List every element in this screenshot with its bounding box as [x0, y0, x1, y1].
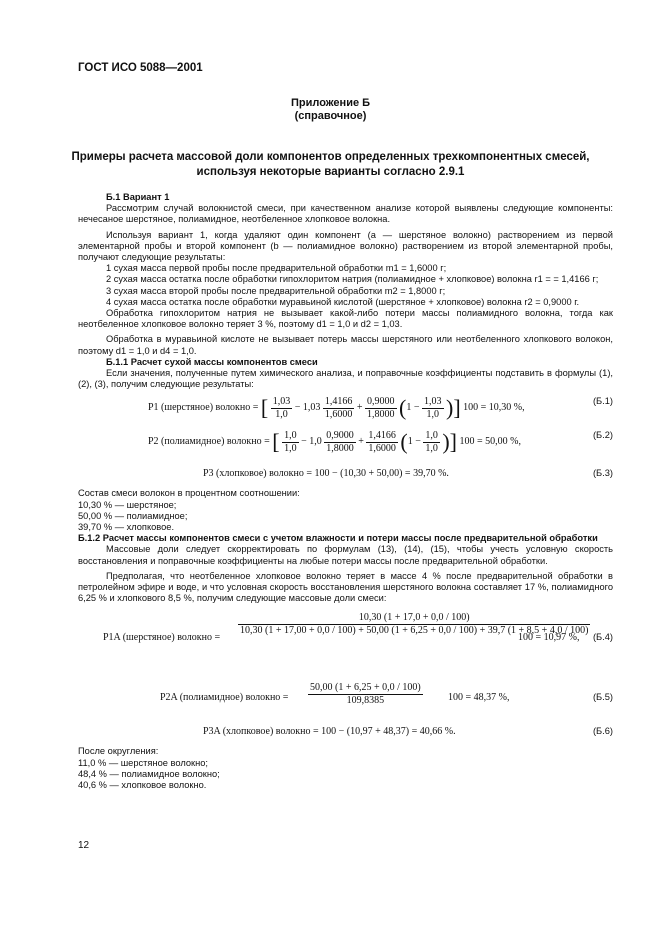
- composition-intro: Состав смеси волокон в процентном соотношении:: [78, 488, 300, 499]
- paragraph-5: Если значения, полученные путем химического анализа, и поправочные коэффициенты подставить в формулы (1), (2), (3), получим следующие результаты:: [78, 368, 613, 390]
- f1-plus: +: [356, 402, 363, 414]
- composition-item: 39,70 % — хлопковое.: [78, 522, 175, 533]
- rounding-item: 48,4 % — полиамидное волокно;: [78, 768, 220, 779]
- formula-b3: [78, 464, 613, 488]
- result-item-3: 3 сухая масса второй пробы после предварительной обработки m2 = 1,8000 г;: [106, 285, 446, 296]
- f1-d: 1,6000: [324, 408, 353, 420]
- f1-e: 0,9000: [367, 396, 395, 408]
- f1-a: 1,03: [272, 396, 291, 408]
- appendix-title: Приложение Б: [290, 97, 371, 109]
- appendix-heading: [0, 150, 661, 180]
- formula-b4-number: (Б.4): [592, 632, 613, 643]
- f1-f: 1,8000: [367, 408, 395, 420]
- f5-den: 109,8385: [346, 694, 385, 706]
- paragraph-4: Обработка в муравьиной кислоте не вызывает потерь массы шерстяного или неотбеленного хлопкового волокон, поэтому d1 = 1,0 и d4 = 1,0.: [78, 334, 613, 356]
- formula-b1-lhs: P1 (шерстяное) волокно =: [148, 402, 259, 414]
- paragraph-2: Используя вариант 1, когда удаляют один компонент (a — шерстяное волокно) растворением из первой элементарной пробы и второй компонент (b — полиамидное волокно) растворением из второй элементарной пробы, получают следующие результаты:: [78, 229, 613, 263]
- formula-b1-result: 100 = 10,30 %,: [463, 402, 525, 414]
- composition-item: 10,30 % — шерстяное;: [78, 499, 177, 510]
- formula-b5-frac: $\frac{50,00 (1 + 6,25 + 0,0 / 100)}{109,8385}$: [310, 682, 421, 706]
- formula-b4-lhs: P1A (шерстяное) волокно =: [103, 632, 221, 644]
- heading-line-1: Примеры расчета массовой доли компонентов определенных трехкомпонентных смесей,: [71, 151, 590, 163]
- result-item-4: 4 сухая масса остатка после обработки муравьиной кислотой (шерстяное + хлопковое) волокна r2 = 0,9000 г.: [106, 296, 580, 307]
- formula-b2-body: P2 (полиамидное) волокно = [ $\frac{1,0}{1,0}$ − 1,0 $\frac{0,9000}{1,8000}$ + $\frac{1,4166}{1,6000}$ (1 − $\frac{1,0}{1,0}$ )] 100 = 50,00 %,: [148, 429, 521, 455]
- paragraph-3: Обработка гипохлоритом натрия не вызывает какой-либо потери массы полиамидного волокна, тогда как неотбеленное хлопковое волокно теряет 3 %, поэтому d1 = 1,0 и d2 = 1,03.: [78, 308, 613, 330]
- composition-item: 50,00 % — полиамидное;: [78, 510, 188, 521]
- formula-b4-frac: 10,30 (1 + 17,0 + 0,0 / 100) 10,30 (1 + 17,00 + 0,0 / 100) + 50,00 (1 + 6,25 + 0,0 / 100) + 39,7 (1 + 8,5 + 4,0 / 100): [240, 612, 589, 636]
- formula-b1-number: (Б.1): [592, 396, 613, 407]
- f1-h: 1,0: [426, 408, 439, 420]
- section-b1-heading: Б.1 Вариант 1: [106, 192, 170, 202]
- formula-b5: [78, 682, 613, 722]
- heading-line-2: используя некоторые варианты согласно 2.9.1: [196, 166, 465, 178]
- page-number: 12: [78, 840, 90, 851]
- formula-b5-lhs: P2A (полиамидное) волокно =: [160, 692, 289, 704]
- appendix-label: [0, 97, 661, 123]
- formula-b6-number: (Б.6): [592, 726, 613, 737]
- paragraph-1: Рассмотрим случай волокнистой смеси, при качественном анализе которой выявлены следующие компоненты: нечесаное шерстяное, полиамидное, неотбеленное хлопковое волокна.: [78, 203, 613, 225]
- formula-b5-number: (Б.5): [592, 692, 613, 703]
- rounding-intro: После округления:: [78, 746, 159, 757]
- formula-b2: [78, 430, 613, 464]
- section-b11-heading: Б.1.1 Расчет сухой массы компонентов смеси: [106, 356, 318, 367]
- formula-b2-number: (Б.2): [592, 430, 613, 441]
- rounding-item: 40,6 % — хлопковое волокно.: [78, 780, 207, 791]
- formula-b3-text: P3 (хлопковое) волокно = 100 − (10,30 + 50,00) = 39,70 %.: [203, 468, 449, 480]
- formula-b6-text: P3A (хлопковое) волокно = 100 − (10,97 + 48,37) = 40,66 %.: [203, 726, 456, 738]
- formula-b4-result: 100 = 10,97 %,: [518, 632, 580, 644]
- f1-mid: − 1,03: [294, 402, 321, 414]
- formula-b1-body: P1 (шерстяное) волокно = [ $\frac{1,03}{1,0}$ − 1,03 $\frac{1,4166}{1,6000}$ + $\frac{0,9000}{1,8000}$ (1 − $\frac{1,03}{1,0}$ )] 100 = 10,30 %,: [148, 395, 525, 421]
- formula-b3-number: (Б.3): [592, 468, 613, 479]
- paragraph-6: Массовые доли следует скорректировать по формулам (13), (14), (15), чтобы учесть условную скорость восстановления и поправочные коэффициенты на любые потери массы после предварительной обработки.: [78, 544, 613, 566]
- formula-b1: [78, 396, 613, 430]
- result-item-1: 1 сухая масса первой пробы после предварительной обработки m1 = 1,6000 г;: [106, 263, 447, 274]
- document-body: [78, 192, 613, 791]
- section-b12-heading: Б.1.2 Расчет массы компонентов смеси с учетом влажности и потери массы после предварительной обработки: [78, 533, 598, 544]
- appendix-status: (справочное): [294, 110, 367, 122]
- formula-b5-result: 100 = 48,37 %,: [448, 692, 510, 704]
- formula-b4: [78, 612, 613, 682]
- f1-g: 1,03: [424, 396, 442, 408]
- result-item-2: 2 сухая масса остатка после обработки гипохлоритом натрия (полиамидное + хлопковое) волокна r1 = = 1,4166 г;: [106, 274, 599, 285]
- formula-b2-result: 100 = 50,00 %,: [459, 436, 521, 448]
- document-header: ГОСТ ИСО 5088—2001: [78, 62, 203, 74]
- f1-c: 1,4166: [324, 396, 353, 408]
- f1-b: 1,0: [275, 408, 288, 420]
- rounding-item: 11,0 % — шерстяное волокно;: [78, 757, 208, 768]
- paragraph-7: Предполагая, что неотбеленное хлопковое волокно теряет в массе 4 % после предварительной обработки в петролейном эфире и воде, и что условная скорость восстановления шерстяного волокна составляет 17 %, полиамидного 6,25 % и хлопкового 8,5 %, получим следующие массовые доли смеси:: [78, 570, 613, 604]
- formula-b2-lhs: P2 (полиамидное) волокно =: [148, 436, 270, 448]
- formula-b6: [78, 722, 613, 746]
